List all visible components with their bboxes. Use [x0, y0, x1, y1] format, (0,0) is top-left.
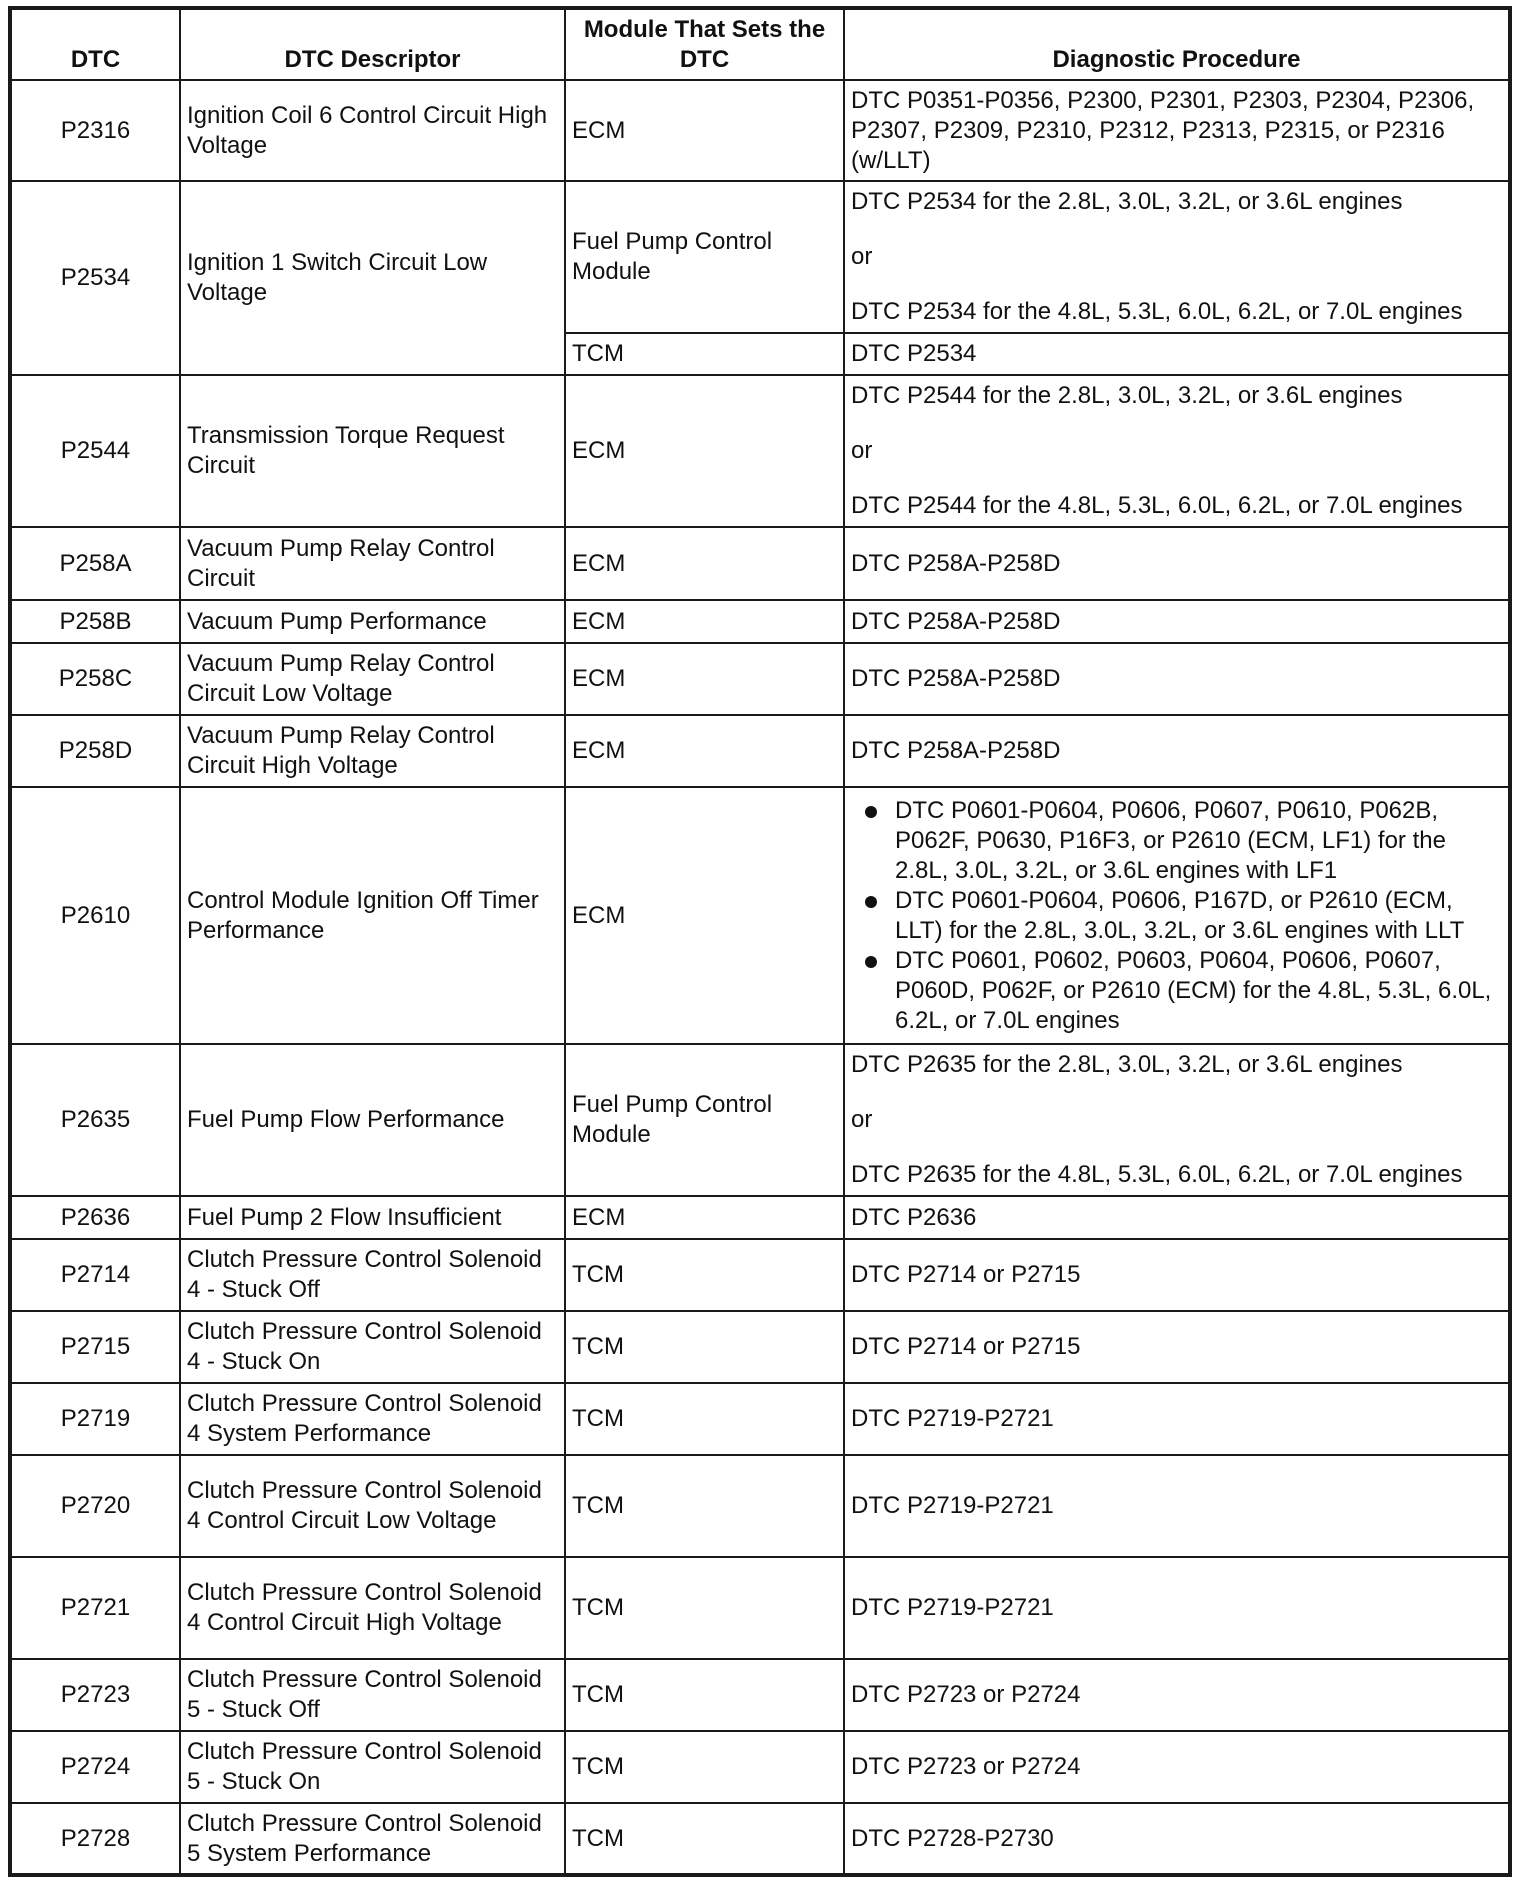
- header-row: [10, 8, 1510, 80]
- procedure: DTC P2714 or P2715: [844, 1311, 1510, 1383]
- dtc-descriptor: Clutch Pressure Control Solenoid 5 - Stuck Off: [180, 1659, 565, 1731]
- module: TCM: [565, 1731, 844, 1803]
- module: TCM: [565, 1311, 844, 1383]
- procedure: DTC P258A-P258D: [844, 643, 1510, 715]
- dtc-descriptor: Ignition Coil 6 Control Circuit High Voltage: [180, 80, 565, 181]
- dtc-code: P2720: [10, 1455, 180, 1557]
- procedure-or: or: [851, 437, 873, 464]
- module: TCM: [565, 1659, 844, 1731]
- module: TCM: [565, 1383, 844, 1455]
- dtc-descriptor: Clutch Pressure Control Solenoid 5 System Performance: [180, 1803, 565, 1875]
- procedure: [844, 1044, 1510, 1196]
- procedure-option-a: DTC P2635 for the 2.8L, 3.0L, 3.2L, or 3.6L engines: [851, 1051, 1403, 1078]
- procedure-option-a: DTC P2534 for the 2.8L, 3.0L, 3.2L, or 3.6L engines: [851, 188, 1403, 215]
- header-procedure: Diagnostic Procedure: [844, 8, 1510, 80]
- procedure-option-b: DTC P2534 for the 4.8L, 5.3L, 6.0L, 6.2L, or 7.0L engines: [851, 298, 1463, 325]
- dtc-code: P2728: [10, 1803, 180, 1875]
- dtc-descriptor: Fuel Pump 2 Flow Insufficient: [180, 1196, 565, 1239]
- procedure: DTC P0351-P0356, P2300, P2301, P2303, P2304, P2306, P2307, P2309, P2310, P2312, P2313, P2315, or P2316 (w/LLT): [844, 80, 1510, 181]
- table-row: [10, 1803, 1510, 1875]
- procedure-or: or: [851, 1106, 873, 1133]
- dtc-code: P2635: [10, 1044, 180, 1196]
- table-row: [10, 181, 1510, 333]
- dtc-table: [8, 6, 1512, 1877]
- procedure: DTC P2723 or P2724: [844, 1659, 1510, 1731]
- procedure-bullet-list: [851, 796, 1502, 1036]
- module: ECM: [565, 375, 844, 527]
- dtc-descriptor: Vacuum Pump Relay Control Circuit: [180, 527, 565, 600]
- procedure: DTC P2719-P2721: [844, 1383, 1510, 1455]
- dtc-code: P2610: [10, 787, 180, 1044]
- dtc-descriptor: Clutch Pressure Control Solenoid 4 - Stuck On: [180, 1311, 565, 1383]
- module: TCM: [565, 1239, 844, 1311]
- dtc-code: P2544: [10, 375, 180, 527]
- procedure: [844, 181, 1510, 333]
- module: ECM: [565, 715, 844, 787]
- module: ECM: [565, 80, 844, 181]
- procedure: DTC P2728-P2730: [844, 1803, 1510, 1875]
- table-row: [10, 1557, 1510, 1659]
- table-row: [10, 375, 1510, 527]
- dtc-code: P2715: [10, 1311, 180, 1383]
- procedure: DTC P2719-P2721: [844, 1557, 1510, 1659]
- dtc-descriptor: Clutch Pressure Control Solenoid 4 Control Circuit High Voltage: [180, 1557, 565, 1659]
- dtc-table-wrapper: [8, 6, 1508, 1877]
- procedure-option-b: DTC P2544 for the 4.8L, 5.3L, 6.0L, 6.2L, or 7.0L engines: [851, 492, 1463, 519]
- module: ECM: [565, 600, 844, 643]
- dtc-descriptor: Clutch Pressure Control Solenoid 4 Control Circuit Low Voltage: [180, 1455, 565, 1557]
- header-dtc: DTC: [10, 8, 180, 80]
- dtc-code: P2534: [10, 181, 180, 375]
- table-row: [10, 1731, 1510, 1803]
- table-row: [10, 1383, 1510, 1455]
- table-row: [10, 600, 1510, 643]
- procedure: DTC P258A-P258D: [844, 527, 1510, 600]
- header-module: Module That Sets the DTC: [565, 8, 844, 80]
- table-row: [10, 80, 1510, 181]
- procedure: DTC P258A-P258D: [844, 600, 1510, 643]
- dtc-code: P2719: [10, 1383, 180, 1455]
- procedure-or: or: [851, 243, 873, 270]
- module: TCM: [565, 1455, 844, 1557]
- procedure: DTC P2534: [844, 333, 1510, 375]
- module: ECM: [565, 787, 844, 1044]
- procedure-bullet: DTC P0601-P0604, P0606, P0607, P0610, P062B, P062F, P0630, P16F3, or P2610 (ECM, LF1) for the 2.8L, 3.0L, 3.2L, or 3.6L engines with LF1: [895, 796, 1502, 886]
- procedure: DTC P2714 or P2715: [844, 1239, 1510, 1311]
- table-row: [10, 715, 1510, 787]
- module: ECM: [565, 527, 844, 600]
- dtc-descriptor: Ignition 1 Switch Circuit Low Voltage: [180, 181, 565, 375]
- dtc-code: P258B: [10, 600, 180, 643]
- table-row: [10, 643, 1510, 715]
- module: TCM: [565, 1803, 844, 1875]
- procedure-option-a: DTC P2544 for the 2.8L, 3.0L, 3.2L, or 3.6L engines: [851, 382, 1403, 409]
- table-row: [10, 1044, 1510, 1196]
- procedure: DTC P2723 or P2724: [844, 1731, 1510, 1803]
- dtc-code: P2724: [10, 1731, 180, 1803]
- table-row: [10, 1196, 1510, 1239]
- module: ECM: [565, 1196, 844, 1239]
- dtc-descriptor: Vacuum Pump Relay Control Circuit Low Voltage: [180, 643, 565, 715]
- dtc-descriptor: Clutch Pressure Control Solenoid 4 - Stuck Off: [180, 1239, 565, 1311]
- dtc-code: P2316: [10, 80, 180, 181]
- dtc-code: P2636: [10, 1196, 180, 1239]
- procedure: DTC P258A-P258D: [844, 715, 1510, 787]
- procedure: [844, 375, 1510, 527]
- procedure: DTC P2636: [844, 1196, 1510, 1239]
- dtc-descriptor: Clutch Pressure Control Solenoid 5 - Stuck On: [180, 1731, 565, 1803]
- table-row: [10, 1311, 1510, 1383]
- dtc-descriptor: Vacuum Pump Relay Control Circuit High Voltage: [180, 715, 565, 787]
- dtc-code: P2714: [10, 1239, 180, 1311]
- procedure-bullet: DTC P0601, P0602, P0603, P0604, P0606, P0607, P060D, P062F, or P2610 (ECM) for the 4.8L, 5.3L, 6.0L, 6.2L, or 7.0L engines: [895, 946, 1502, 1036]
- dtc-code: P258C: [10, 643, 180, 715]
- dtc-code: P2723: [10, 1659, 180, 1731]
- header-descriptor: DTC Descriptor: [180, 8, 565, 80]
- dtc-descriptor: Vacuum Pump Performance: [180, 600, 565, 643]
- module: TCM: [565, 333, 844, 375]
- dtc-descriptor: Transmission Torque Request Circuit: [180, 375, 565, 527]
- table-row: [10, 787, 1510, 1044]
- dtc-descriptor: Clutch Pressure Control Solenoid 4 System Performance: [180, 1383, 565, 1455]
- dtc-descriptor: Control Module Ignition Off Timer Performance: [180, 787, 565, 1044]
- procedure-option-b: DTC P2635 for the 4.8L, 5.3L, 6.0L, 6.2L, or 7.0L engines: [851, 1161, 1463, 1188]
- procedure: DTC P2719-P2721: [844, 1455, 1510, 1557]
- table-row: [10, 1455, 1510, 1557]
- table-row: [10, 1659, 1510, 1731]
- module: Fuel Pump Control Module: [565, 181, 844, 333]
- module: ECM: [565, 643, 844, 715]
- dtc-code: P2721: [10, 1557, 180, 1659]
- table-row: [10, 1239, 1510, 1311]
- table-row: [10, 527, 1510, 600]
- module: TCM: [565, 1557, 844, 1659]
- dtc-descriptor: Fuel Pump Flow Performance: [180, 1044, 565, 1196]
- dtc-code: P258D: [10, 715, 180, 787]
- procedure: [844, 787, 1510, 1044]
- procedure-bullet: DTC P0601-P0604, P0606, P167D, or P2610 (ECM, LLT) for the 2.8L, 3.0L, 3.2L, or 3.6L engines with LLT: [895, 886, 1502, 946]
- dtc-code: P258A: [10, 527, 180, 600]
- module: Fuel Pump Control Module: [565, 1044, 844, 1196]
